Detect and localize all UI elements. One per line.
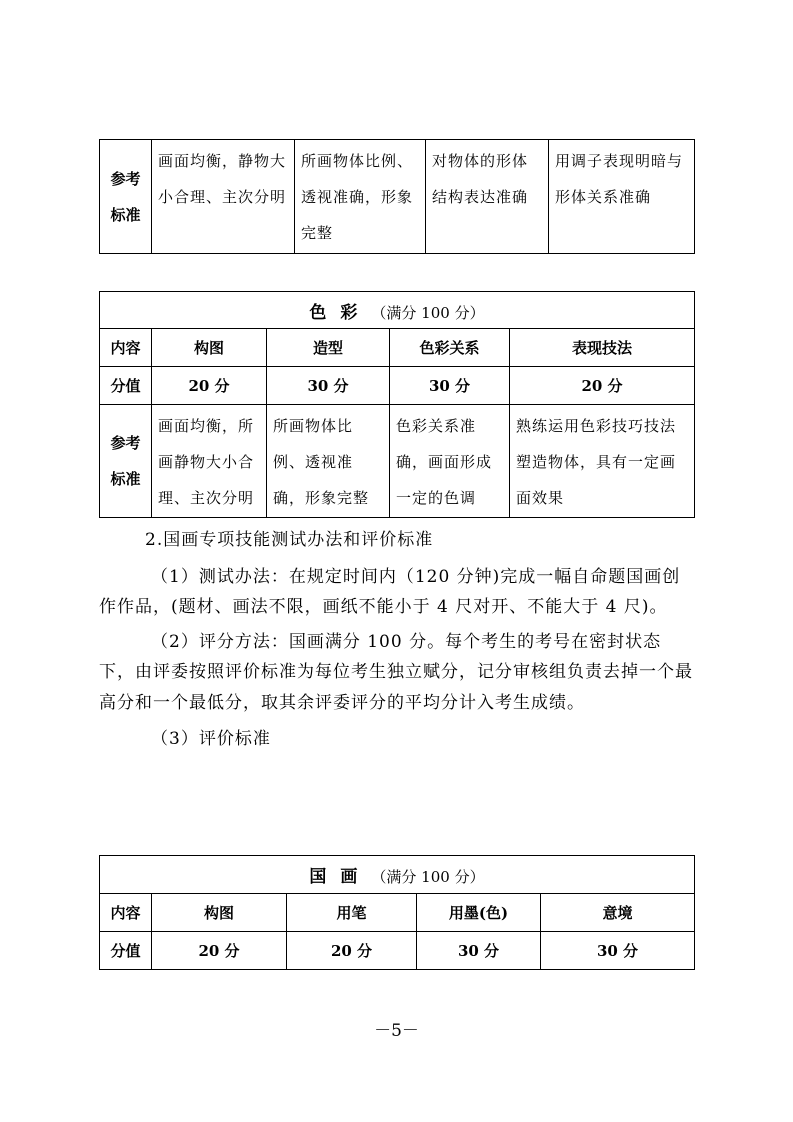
score-cell: 30 分 <box>417 932 541 970</box>
score-cell: 30 分 <box>390 367 510 405</box>
header-cell: 构图 <box>152 329 267 367</box>
score-cell: 20 分 <box>510 367 695 405</box>
criteria-cell: 画面均衡，静物大小合理、主次分明 <box>152 140 295 254</box>
header-label: 内容 <box>100 329 152 367</box>
paragraph-test-method: （1）测试办法：在规定时间内（120 分钟)完成一幅自命题国画创作作品，(题材、画法不限，画纸不能小于 4 尺对开、不能大于 4 尺)。 <box>99 566 681 617</box>
page-number: －5－ <box>374 1021 419 1041</box>
paragraph-criteria-heading: （3）评价标准 <box>151 729 271 749</box>
criteria-cell: 用调子表现明暗与形体关系准确 <box>549 140 695 254</box>
guohua-table-title <box>100 856 695 894</box>
score-cell: 20 分 <box>287 932 417 970</box>
score-label: 分值 <box>100 932 152 970</box>
criteria-cell: 色彩关系准确，画面形成一定的色调 <box>390 405 510 518</box>
criteria-row-label <box>100 140 152 254</box>
criteria-cell: 所画物体比例、透视准确，形象完整 <box>267 405 390 518</box>
color-table-title <box>100 292 695 329</box>
header-label: 内容 <box>100 894 152 932</box>
body-text <box>99 525 694 755</box>
header-cell: 构图 <box>152 894 287 932</box>
guohua-score-table <box>99 855 695 970</box>
header-cell: 色彩关系 <box>390 329 510 367</box>
score-cell: 30 分 <box>541 932 695 970</box>
section-heading: 2.国画专项技能测试办法和评价标准 <box>145 530 434 550</box>
criteria-cell: 画面均衡，所画静物大小合理、主次分明 <box>152 405 267 518</box>
header-cell: 造型 <box>267 329 390 367</box>
guohua-subtitle-text: （满分 100 分） <box>371 868 485 886</box>
sketch-criteria-table <box>99 139 695 254</box>
criteria-cell: 对物体的形体结构表达准确 <box>426 140 549 254</box>
criteria-cell: 熟练运用色彩技巧技法塑造物体，具有一定画面效果 <box>510 405 695 518</box>
criteria-label-text: 参考标准 <box>110 434 141 488</box>
header-cell: 意境 <box>541 894 695 932</box>
header-cell: 用笔 <box>287 894 417 932</box>
color-score-table <box>99 291 695 518</box>
score-cell: 20 分 <box>152 367 267 405</box>
score-label: 分值 <box>100 367 152 405</box>
criteria-row-label <box>100 405 152 518</box>
criteria-cell: 所画物体比例、透视准确，形象完整 <box>295 140 426 254</box>
color-title-text: 色彩 <box>309 302 372 323</box>
color-subtitle-text: （满分 100 分） <box>371 303 485 322</box>
header-cell: 用墨(色) <box>417 894 541 932</box>
score-cell: 20 分 <box>152 932 287 970</box>
paragraph-scoring-method: （2）评分方法：国画满分 100 分。每个考生的考号在密封状态下，由评委按照评价标准为每位考生独立赋分，记分审核组负责去掉一个最高分和一个最低分，取其余评委评分的平均分计入考生成绩。 <box>99 631 693 713</box>
score-cell: 30 分 <box>267 367 390 405</box>
guohua-title-text: 国画 <box>309 867 372 887</box>
criteria-label-text: 参考标准 <box>110 169 141 224</box>
header-cell: 表现技法 <box>510 329 695 367</box>
